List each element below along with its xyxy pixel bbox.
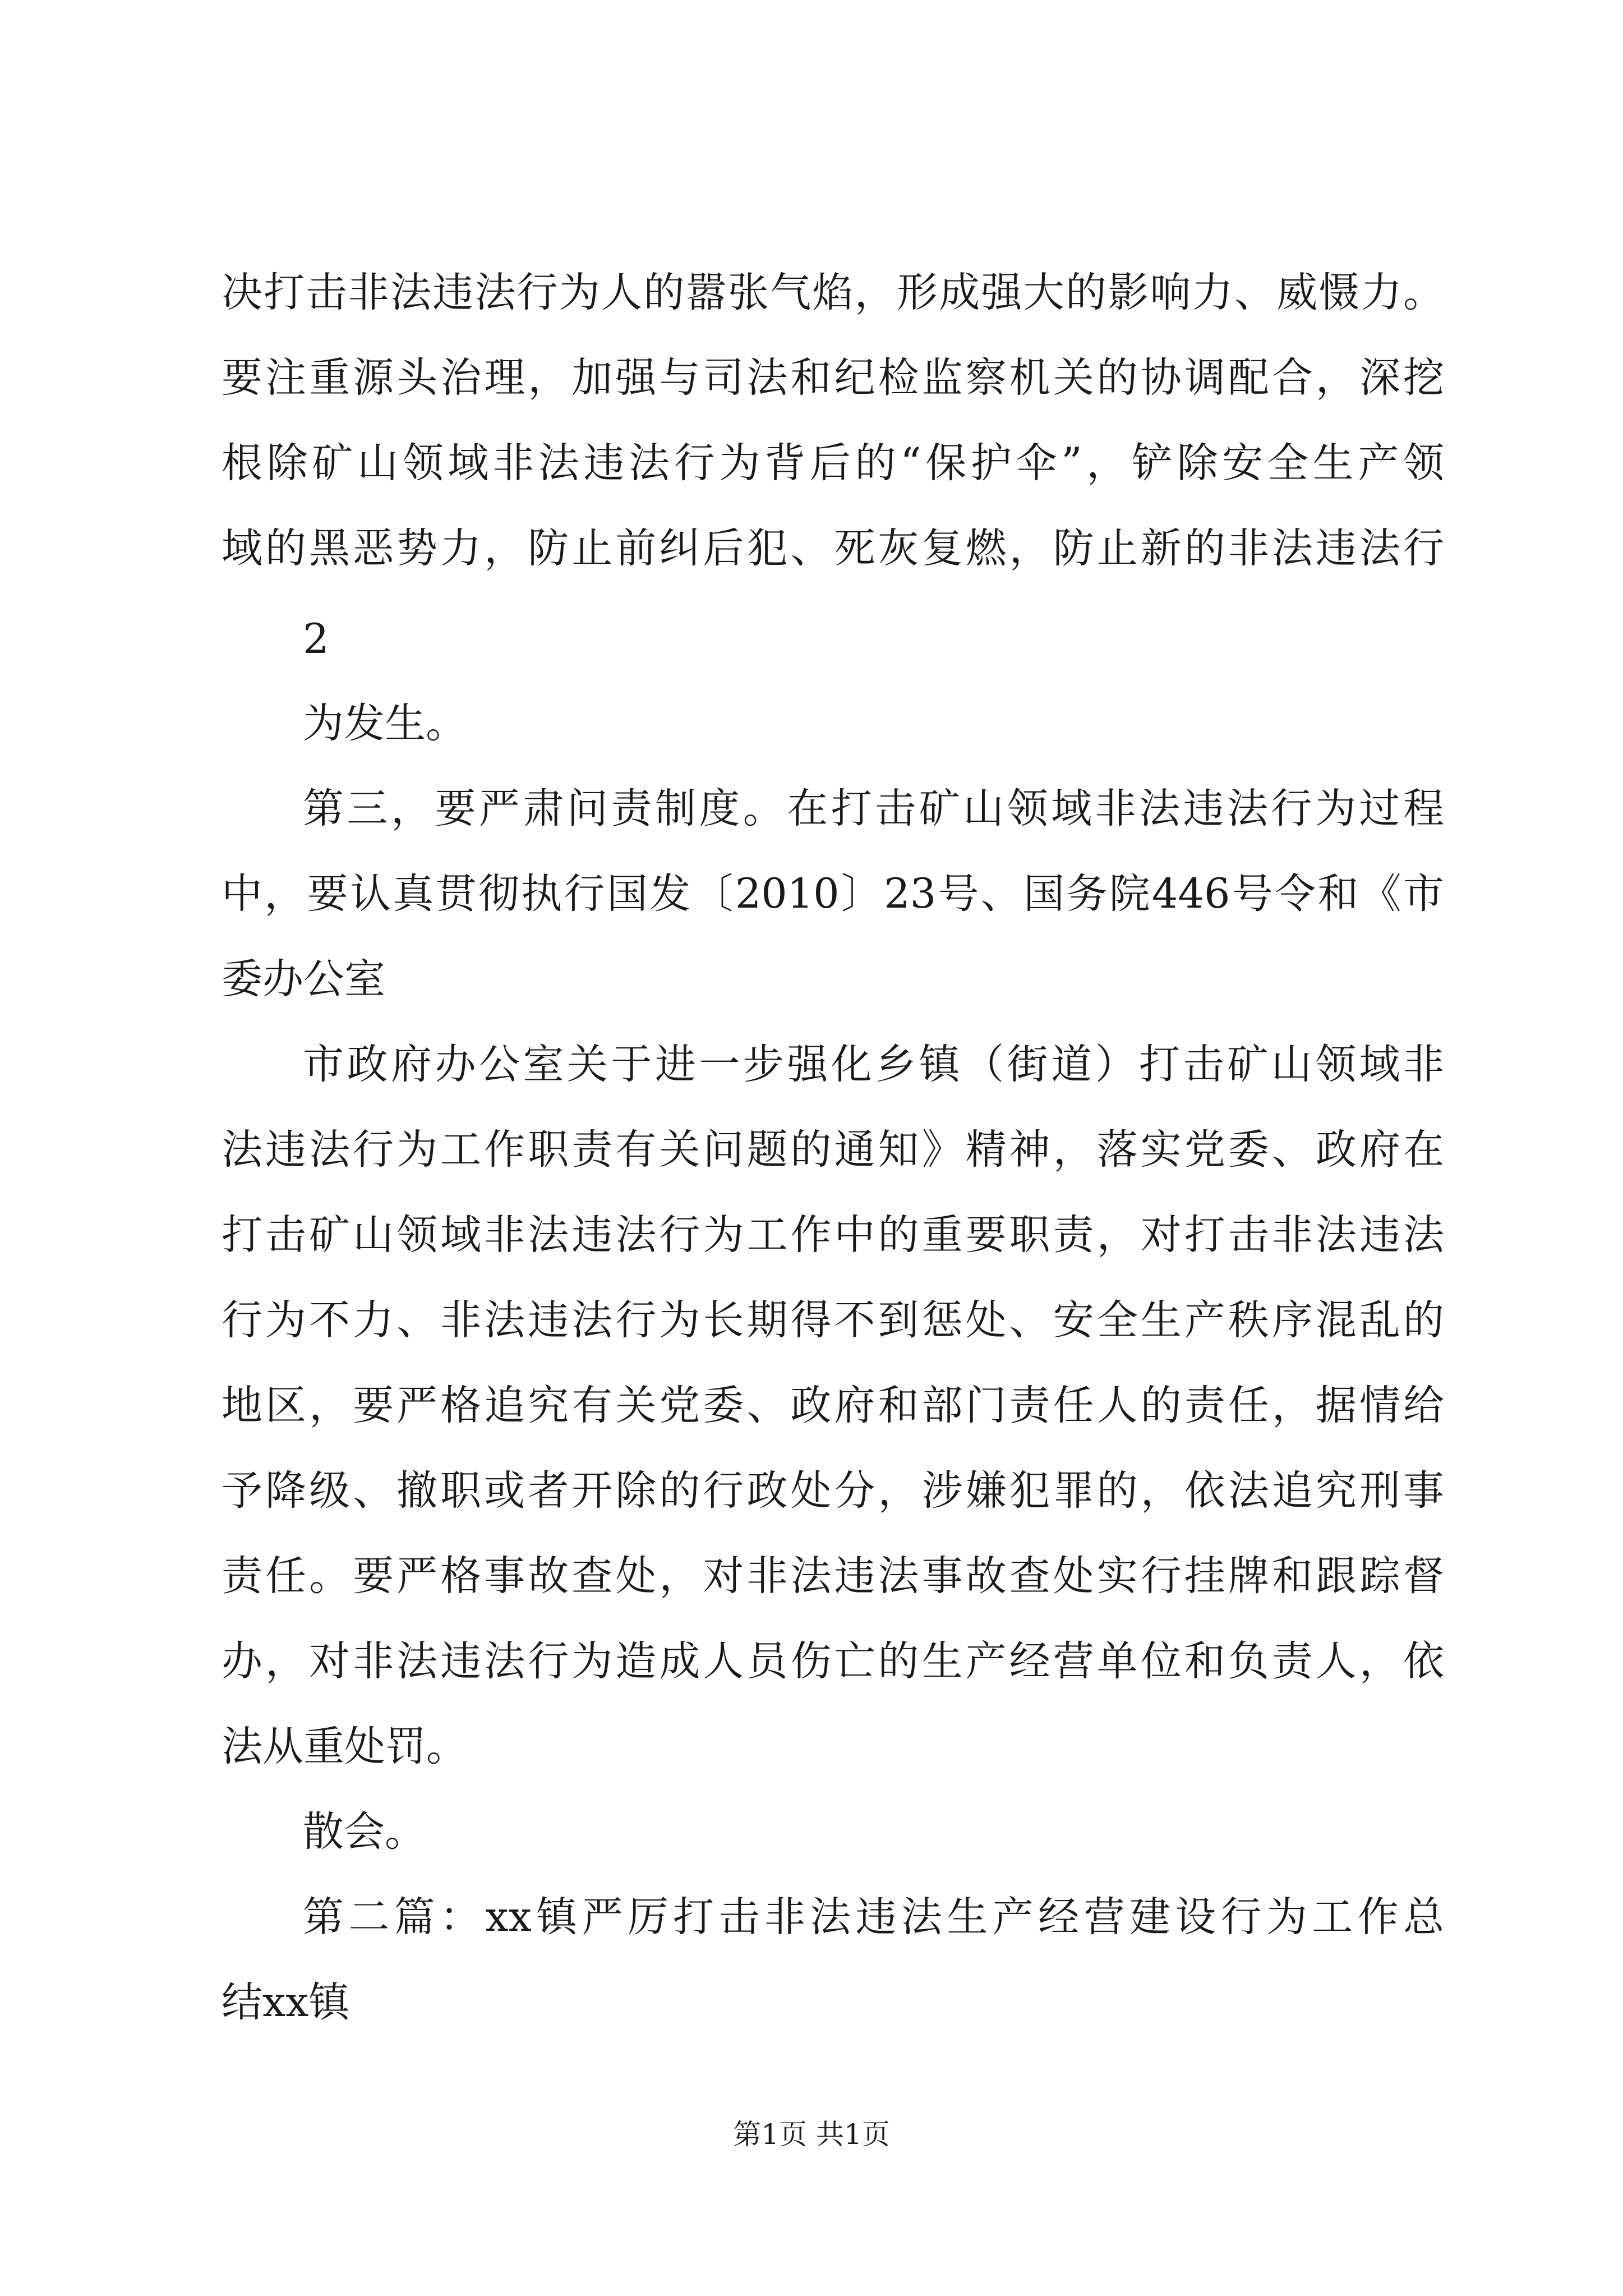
- paragraph-line: 散会。: [303, 1808, 426, 1856]
- section-heading-line: 第二篇：xx镇严厉打击非法违法生产经营建设行为工作总: [303, 1893, 1444, 1941]
- page-number-inline: 2: [303, 615, 329, 663]
- paragraph-line: 市政府办公室关于进一步强化乡镇（街道）打击矿山领域非: [303, 1041, 1444, 1088]
- paragraph-line: 法违法行为工作职责有关问题的通知》精神，落实党委、政府在: [222, 1126, 1444, 1174]
- page-footer: 第1页 共1页: [733, 2118, 890, 2151]
- paragraph-line: 决打击非法违法行为人的嚣张气焰，形成强大的影响力、威慑力。: [222, 269, 1444, 316]
- paragraph-line: 责任。要严格事故查处，对非法违法事故查处实行挂牌和跟踪督: [222, 1552, 1444, 1600]
- paragraph-line: 法从重处罚。: [222, 1723, 467, 1770]
- paragraph-line: 予降级、撤职或者开除的行政处分，涉嫌犯罪的，依法追究刑事: [222, 1467, 1444, 1515]
- paragraph-line: 为发生。: [303, 700, 467, 747]
- paragraph-line: 第三，要严肃问责制度。在打击矿山领域非法违法行为过程: [303, 785, 1444, 832]
- paragraph-line: 行为不力、非法违法行为长期得不到惩处、安全生产秩序混乱的: [222, 1296, 1444, 1344]
- paragraph-line: 根除矿山领域非法违法行为背后的“保护伞”，铲除安全生产领: [222, 439, 1444, 487]
- paragraph-line: 中，要认真贯彻执行国发〔2010〕23号、国务院446号令和《市: [222, 870, 1444, 918]
- paragraph-line: 办，对非法违法行为造成人员伤亡的生产经营单位和负责人，依: [222, 1637, 1444, 1685]
- paragraph-line: 地区，要严格追究有关党委、政府和部门责任人的责任，据情给: [222, 1382, 1444, 1429]
- section-heading-line: 结xx镇: [222, 1978, 350, 2026]
- paragraph-line: 打击矿山领域非法违法行为工作中的重要职责，对打击非法违法: [222, 1211, 1444, 1259]
- paragraph-line: 域的黑恶势力，防止前纠后犯、死灰复燃，防止新的非法违法行: [222, 524, 1444, 572]
- paragraph-line: 委办公室: [222, 955, 385, 1003]
- paragraph-line: 要注重源头治理，加强与司法和纪检监察机关的协调配合，深挖: [222, 354, 1444, 402]
